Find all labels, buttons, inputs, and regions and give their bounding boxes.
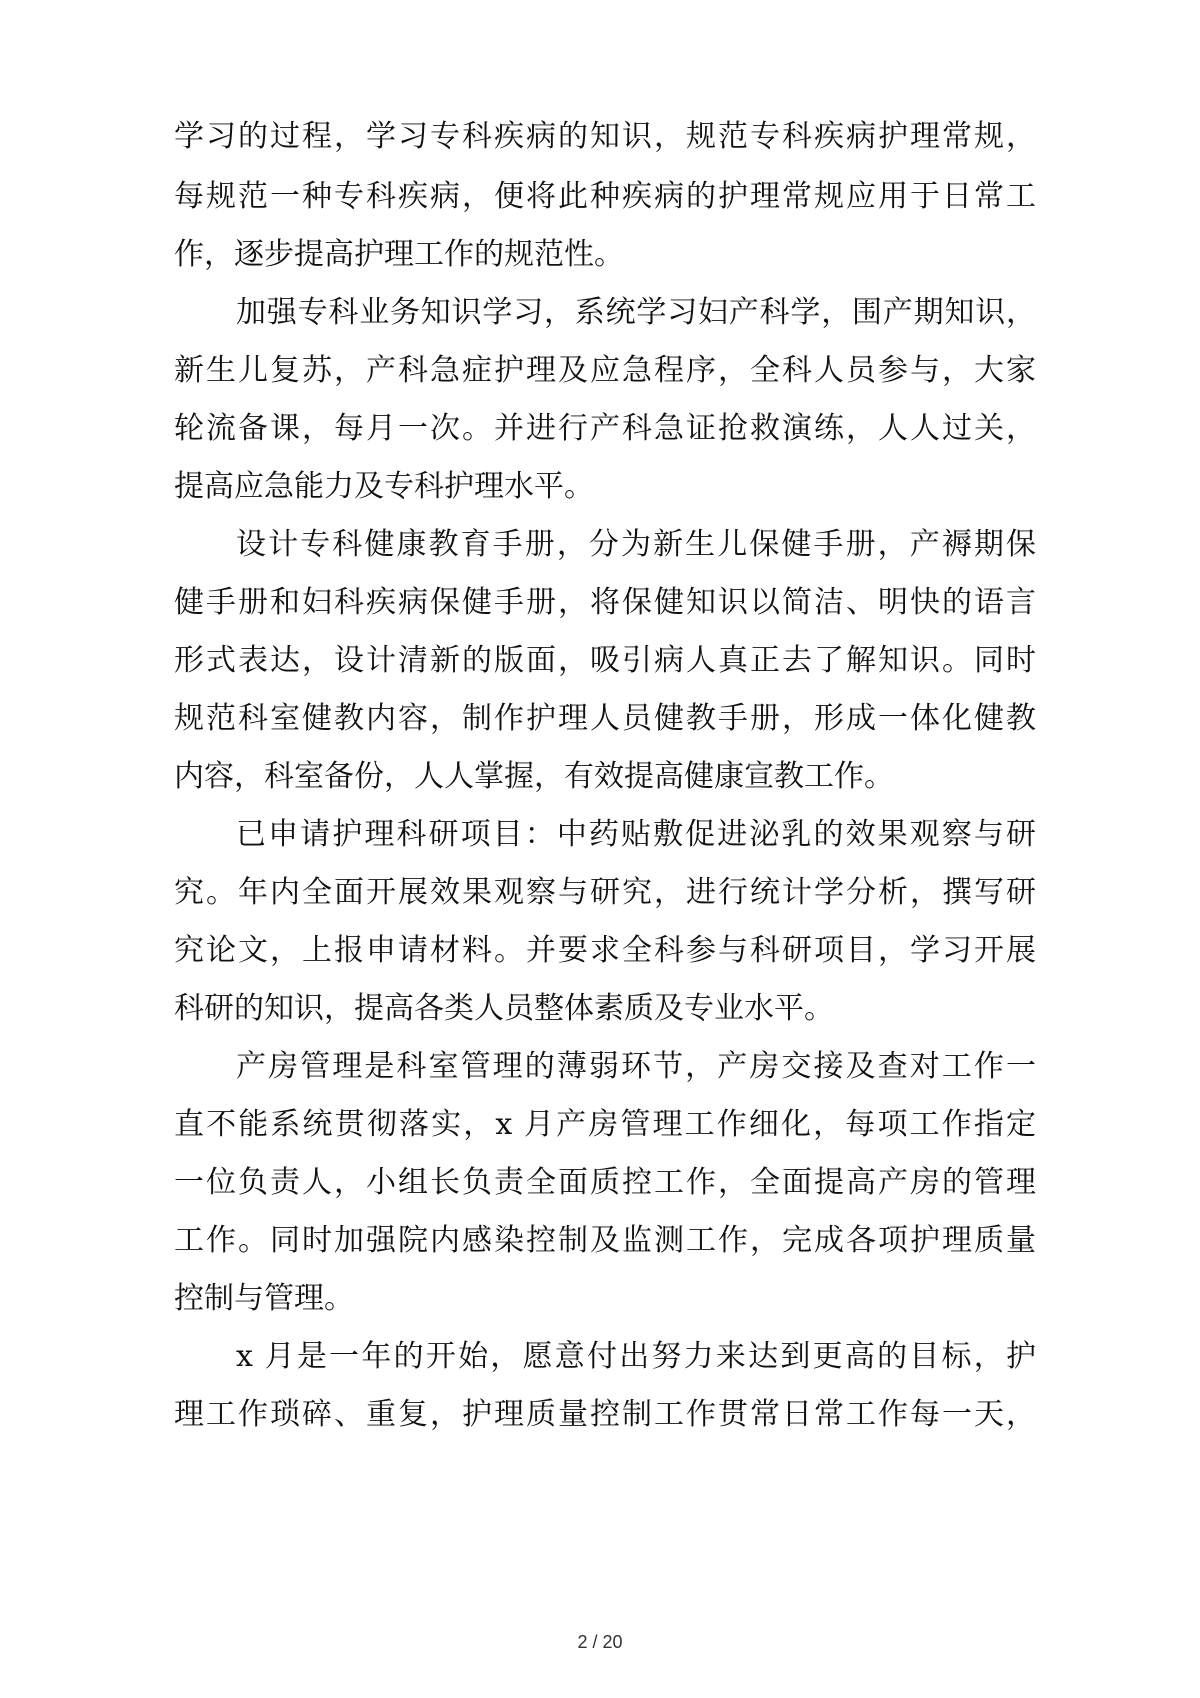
text-line: 设计专科健康教育手册，分为新生儿保健手册，产褥期保 — [236, 527, 1036, 562]
text-line: 提高应急能力及专科护理水平。 — [174, 469, 594, 504]
text-line: 新生儿复苏，产科急症护理及应急程序，全科人员参与，大家 — [174, 353, 1036, 388]
text-line: 科研的知识，提高各类人员整体素质及专业水平。 — [174, 991, 834, 1026]
text-line: 每规范一种专科疾病，便将此种疾病的护理常规应用于日常工 — [174, 179, 1036, 214]
text-line: 工作。同时加强院内感染控制及监测工作，完成各项护理质量 — [174, 1223, 1036, 1258]
page-number: 2 / 20 — [577, 1632, 623, 1652]
text-line: 轮流备课，每月一次。并进行产科急证抢救演练，人人过关， — [174, 411, 1036, 446]
text-line: 健手册和妇科疾病保健手册，将保健知识以简洁、明快的语言 — [174, 585, 1036, 620]
text-line: 学习的过程，学习专科疾病的知识，规范专科疾病护理常规， — [174, 119, 1036, 154]
text-line: 规范科室健教内容，制作护理人员健教手册，形成一体化健教 — [174, 701, 1036, 736]
text-line: 控制与管理。 — [174, 1281, 354, 1316]
text-line: 已申请护理科研项目：中药贴敷促进泌乳的效果观察与研 — [236, 817, 1036, 852]
text-line: 作，逐步提高护理工作的规范性。 — [174, 237, 624, 272]
text-line: 一位负责人，小组长负责全面质控工作，全面提高产房的管理 — [174, 1165, 1036, 1200]
text-line: 加强专科业务知识学习，系统学习妇产科学，围产期知识， — [236, 295, 1036, 330]
text-line: 理工作琐碎、重复，护理质量控制工作贯常日常工作每一天， — [174, 1397, 1036, 1432]
text-line: 直不能系统贯彻落实，x 月产房管理工作细化，每项工作指定 — [174, 1107, 1036, 1142]
text-line: 产房管理是科室管理的薄弱环节，产房交接及查对工作一 — [236, 1049, 1036, 1084]
text-line: 形式表达，设计清新的版面，吸引病人真正去了解知识。同时 — [174, 643, 1036, 678]
text-line: 究论文，上报申请材料。并要求全科参与科研项目，学习开展 — [174, 933, 1036, 968]
text-line: 究。年内全面开展效果观察与研究，进行统计学分析，撰写研 — [174, 875, 1036, 910]
text-line: x 月是一年的开始，愿意付出努力来达到更高的目标，护 — [236, 1339, 1036, 1374]
text-line: 内容，科室备份，人人掌握，有效提高健康宣教工作。 — [174, 759, 894, 794]
